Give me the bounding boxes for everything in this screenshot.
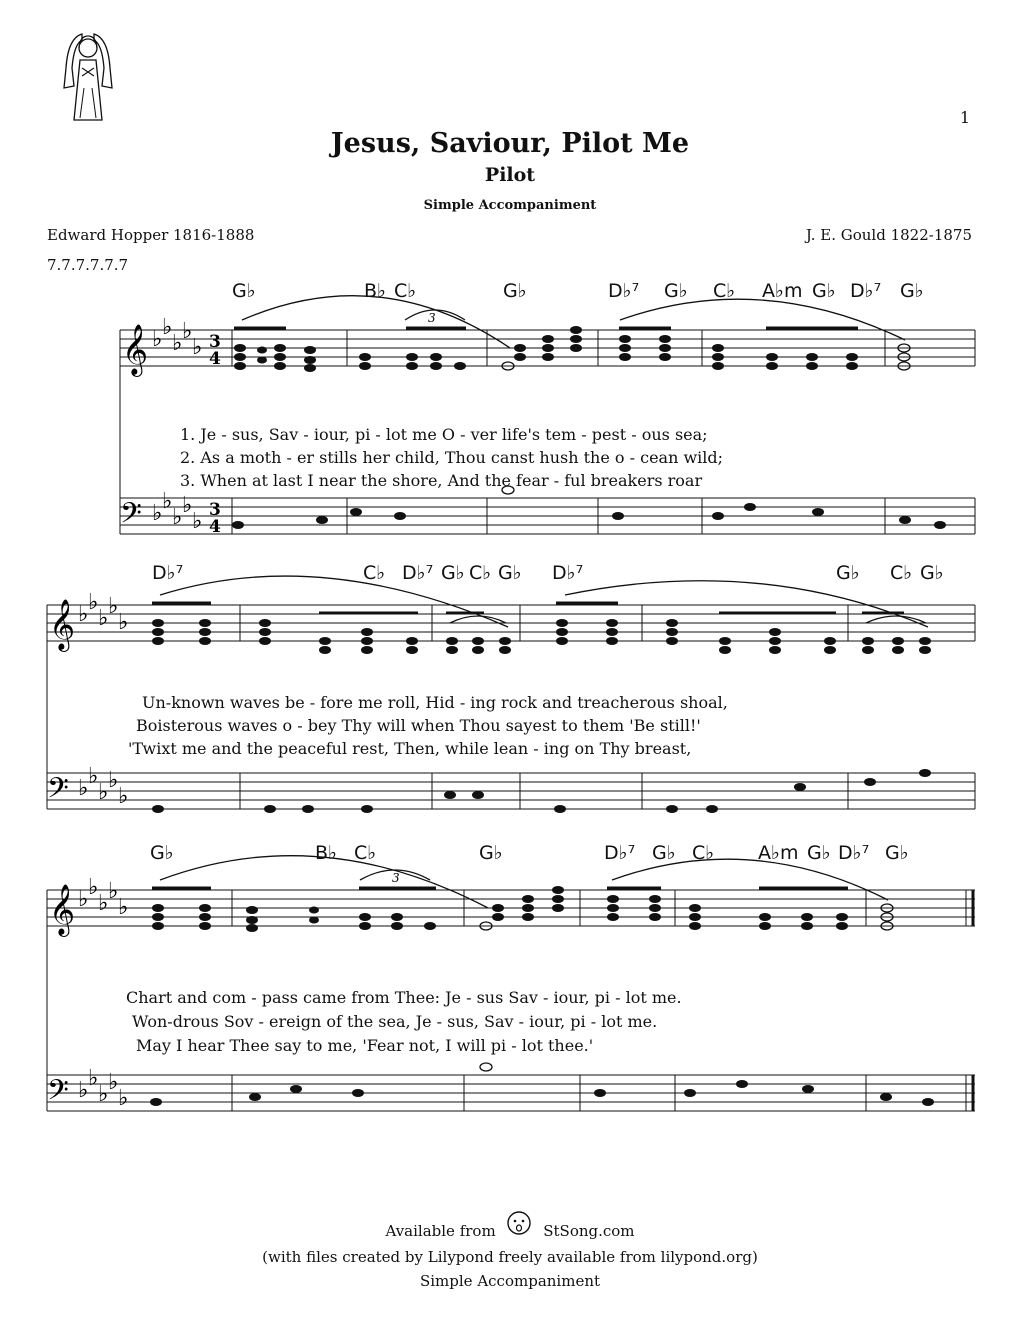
chord: D♭⁷ xyxy=(838,842,870,864)
chord: G♭ xyxy=(812,280,836,302)
lyric-line: May I hear Thee say to me, 'Fear not, I will pi - lot thee.' xyxy=(136,1036,594,1055)
svg-text:♭: ♭ xyxy=(172,505,183,530)
stsong-link[interactable]: StSong.com xyxy=(543,1222,635,1240)
svg-text:𝄞: 𝄞 xyxy=(122,324,149,375)
hymn-title: Jesus, Saviour, Pilot Me xyxy=(330,128,690,159)
angel-logo-icon xyxy=(60,28,116,122)
svg-text:♭: ♭ xyxy=(162,315,173,340)
chord: D♭⁷ xyxy=(608,280,640,302)
svg-text:♭: ♭ xyxy=(192,509,203,534)
chord: G♭ xyxy=(836,562,860,584)
svg-text:♭: ♭ xyxy=(98,780,109,805)
svg-text:♭: ♭ xyxy=(118,784,129,809)
footer-arrangement: Simple Accompaniment xyxy=(419,1272,601,1290)
lyric-line: Un-known waves be - fore me roll, Hid - ing rock and treacherous shoal, xyxy=(142,693,728,712)
chord: G♭ xyxy=(900,280,924,302)
svg-text:♭: ♭ xyxy=(78,887,89,912)
chord: G♭ xyxy=(441,562,465,584)
available-from-label: Available from xyxy=(385,1222,496,1240)
svg-text:♭: ♭ xyxy=(108,768,119,793)
stsong-logo-icon xyxy=(506,1210,532,1240)
chord: G♭ xyxy=(920,562,944,584)
lyric-line: 1. Je - sus, Sav - iour, pi - lot me O - ver life's tem - pest - ous sea; xyxy=(180,425,708,444)
svg-text:3: 3 xyxy=(428,311,436,325)
svg-text:𝄞: 𝄞 xyxy=(49,599,76,650)
svg-text:𝄢: 𝄢 xyxy=(47,772,69,812)
chord: D♭⁷ xyxy=(850,280,882,302)
lyric-line: 2. As a moth - er stills her child, Thou canst hush the o - cean wild; xyxy=(180,448,724,467)
arrangement-label: Simple Accompaniment xyxy=(423,198,597,213)
svg-text:3: 3 xyxy=(209,500,221,520)
chord: G♭ xyxy=(885,842,909,864)
meter-label: 7.7.7.7.7.7 xyxy=(47,256,129,274)
svg-text:♭: ♭ xyxy=(88,764,99,789)
chord: B♭ xyxy=(315,842,337,864)
chord: G♭ xyxy=(232,280,256,302)
svg-text:♭: ♭ xyxy=(88,875,99,900)
page-number: 1 xyxy=(959,108,970,127)
svg-text:♭: ♭ xyxy=(78,1078,89,1103)
svg-text:4: 4 xyxy=(209,349,221,369)
chord: C♭ xyxy=(692,842,715,864)
chord: C♭ xyxy=(363,562,386,584)
lyric-line: 'Twixt me and the peaceful rest, Then, while lean - ing on Thy breast, xyxy=(128,739,692,758)
poet-credit: Edward Hopper 1816-1888 xyxy=(47,226,255,244)
svg-text:♭: ♭ xyxy=(88,590,99,615)
svg-text:♭: ♭ xyxy=(88,1066,99,1091)
chord: G♭ xyxy=(150,842,174,864)
chord: C♭ xyxy=(713,280,736,302)
svg-text:♭: ♭ xyxy=(78,776,89,801)
chord: C♭ xyxy=(394,280,417,302)
svg-text:♭: ♭ xyxy=(98,1082,109,1107)
svg-text:♭: ♭ xyxy=(78,602,89,627)
chord: G♭ xyxy=(664,280,688,302)
chord: D♭⁷ xyxy=(552,562,584,584)
chord: G♭ xyxy=(479,842,503,864)
lyric-line: 3. When at last I near the shore, And the fear - ful breakers roar xyxy=(180,471,703,490)
svg-text:♭: ♭ xyxy=(108,594,119,619)
tune-name: Pilot xyxy=(484,164,536,186)
chord: G♭ xyxy=(652,842,676,864)
svg-text:♭: ♭ xyxy=(182,319,193,344)
chord: G♭ xyxy=(807,842,831,864)
chord: G♭ xyxy=(503,280,527,302)
chord: A♭m xyxy=(758,842,799,864)
svg-text:♭: ♭ xyxy=(118,1086,129,1111)
svg-text:♭: ♭ xyxy=(98,891,109,916)
svg-text:♭: ♭ xyxy=(172,331,183,356)
chord: D♭⁷ xyxy=(604,842,636,864)
svg-text:♭: ♭ xyxy=(108,1070,119,1095)
chord: A♭m xyxy=(762,280,803,302)
svg-text:♭: ♭ xyxy=(108,879,119,904)
svg-text:𝄢: 𝄢 xyxy=(120,497,142,537)
svg-text:♭: ♭ xyxy=(152,501,163,526)
footer-available xyxy=(0,1210,1020,1240)
chord: D♭⁷ xyxy=(152,562,184,584)
chord: C♭ xyxy=(469,562,492,584)
lilypond-note: (with files created by Lilypond freely available from lilypond.org) xyxy=(262,1248,758,1266)
svg-text:4: 4 xyxy=(209,517,221,537)
lyric-line: Boisterous waves o - bey Thy will when Thou sayest to them 'Be still!' xyxy=(136,716,701,735)
svg-text:𝄢: 𝄢 xyxy=(47,1074,69,1114)
chord: D♭⁷ xyxy=(402,562,434,584)
composer-credit: J. E. Gould 1822-1875 xyxy=(805,226,972,244)
svg-text:3: 3 xyxy=(392,871,400,885)
chord: B♭ xyxy=(364,280,386,302)
svg-text:𝄞: 𝄞 xyxy=(49,884,76,935)
svg-text:♭: ♭ xyxy=(118,610,129,635)
svg-text:♭: ♭ xyxy=(192,335,203,360)
chord: C♭ xyxy=(354,842,377,864)
chord: G♭ xyxy=(498,562,522,584)
svg-text:♭: ♭ xyxy=(118,895,129,920)
chord: C♭ xyxy=(890,562,913,584)
lyric-line: Won-drous Sov - ereign of the sea, Je - sus, Sav - iour, pi - lot me. xyxy=(132,1012,658,1031)
svg-text:♭: ♭ xyxy=(152,327,163,352)
lyric-line: Chart and com - pass came from Thee: Je - sus Sav - iour, pi - lot me. xyxy=(126,988,682,1007)
svg-text:♭: ♭ xyxy=(162,489,173,514)
svg-text:♭: ♭ xyxy=(182,493,193,518)
svg-text:3: 3 xyxy=(209,332,221,352)
svg-text:♭: ♭ xyxy=(98,606,109,631)
